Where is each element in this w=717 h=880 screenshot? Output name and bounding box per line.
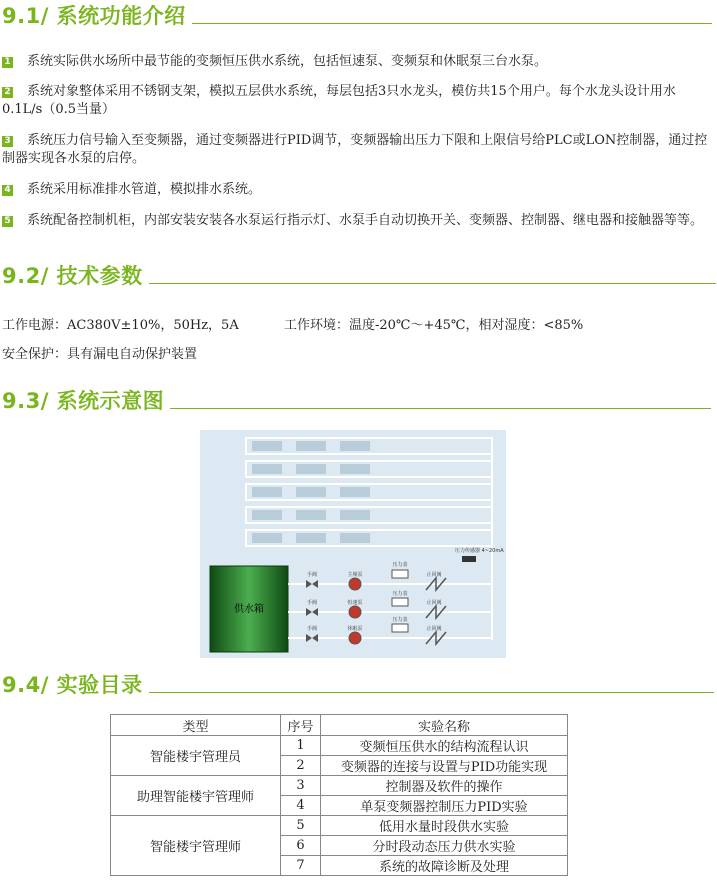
intro-item-5 — [2, 212, 708, 230]
item-text: 系统配备控制机柜，内部安装安装各水泵运行指示灯、水泵手自动切换开关、变频器、控制器、继电器和接触器等等。 — [27, 213, 704, 228]
pump-icon — [349, 578, 361, 590]
number-cell: 3 — [281, 776, 321, 796]
faucet-icon — [296, 533, 326, 543]
section-rule — [170, 408, 711, 409]
item-number: 4 — [2, 185, 13, 196]
item-number: 1 — [2, 57, 13, 68]
name-cell: 低用水量时段供水实验 — [321, 816, 568, 836]
experiment-table — [110, 714, 568, 876]
intro-item-2 — [2, 83, 708, 119]
header-name: 实验名称 — [321, 715, 568, 736]
intro-item-4 — [2, 181, 708, 199]
gauge-icon — [392, 598, 408, 606]
check-valve-label: 止回阀 — [426, 572, 442, 578]
check-valve-label: 止回阀 — [426, 600, 442, 606]
section-heading-diagram — [2, 389, 711, 413]
gauge-label: 压力表 — [392, 562, 408, 568]
pump-label: 主频泵 — [347, 572, 363, 578]
faucet-icon — [252, 533, 282, 543]
check-valve-label: 止回阀 — [426, 626, 442, 632]
faucet-icon — [252, 464, 282, 474]
valve-label: 手阀 — [306, 626, 318, 632]
pump-icon — [349, 606, 361, 618]
faucet-icon — [252, 510, 282, 520]
table-header-row — [111, 715, 568, 736]
valve-label: 手阀 — [306, 572, 318, 578]
section-title: 9.1/ 系统功能介绍 — [2, 4, 186, 28]
intro-item-3 — [2, 132, 708, 168]
name-cell: 分时段动态压力供水实验 — [321, 836, 568, 856]
param-power: 工作电源：AC380V±10%，50Hz，5A — [2, 318, 239, 333]
item-number: 2 — [2, 87, 13, 98]
table-row — [111, 736, 568, 756]
section-title: 9.3/ 系统示意图 — [2, 389, 165, 413]
item-text: 系统实际供水场所中最节能的变频恒压供水系统，包括恒速泵、变频泵和休眠泵三台水泵。 — [27, 54, 548, 69]
intro-item-1 — [2, 53, 708, 71]
gauge-label: 压力表 — [392, 591, 408, 597]
faucet-icon — [340, 533, 370, 543]
faucet-icon — [296, 487, 326, 497]
number-cell: 1 — [281, 736, 321, 756]
item-number: 5 — [2, 216, 13, 227]
section-heading-intro — [2, 4, 712, 28]
item-text: 系统对象整体采用不锈钢支架，模拟五层供水系统，每层包括3只水龙头，模仿共15个用户。每个水龙头设计用水0.1L/s（0.5当量） — [2, 84, 676, 117]
type-cell: 智能楼宇管理师 — [111, 816, 281, 876]
name-cell: 单泵变频器控制压力PID实验 — [321, 796, 568, 816]
faucet-icon — [296, 510, 326, 520]
number-cell: 7 — [281, 856, 321, 876]
item-number: 3 — [2, 136, 13, 147]
section-rule — [149, 283, 716, 284]
number-cell: 6 — [281, 836, 321, 856]
faucet-icon — [340, 510, 370, 520]
header-number: 序号 — [281, 715, 321, 736]
gauge-label: 压力表 — [392, 617, 408, 623]
faucet-icon — [296, 441, 326, 451]
tank-label: 供水箱 — [234, 604, 264, 615]
gauge-icon — [392, 624, 408, 632]
type-cell: 助理智能楼宇管理师 — [111, 776, 281, 816]
item-text: 系统压力信号输入至变频器，通过变频器进行PID调节，变频器输出压力下限和上限信号给PLC或LON控制器，通过控制器实现各水泵的启停。 — [2, 133, 708, 166]
number-cell: 4 — [281, 796, 321, 816]
sensor-icon — [462, 556, 476, 562]
sensor-label: 压力传感器 4~20mA — [455, 548, 504, 554]
section-heading-params — [2, 264, 716, 288]
faucet-icon — [252, 441, 282, 451]
section-rule — [192, 23, 712, 24]
header-type: 类型 — [111, 715, 281, 736]
param-environment: 工作环境：温度-20℃～+45℃，相对湿度：<85% — [284, 318, 584, 333]
table-row — [111, 776, 568, 796]
faucet-icon — [340, 464, 370, 474]
faucet-icon — [340, 441, 370, 451]
section-heading-catalog — [2, 673, 714, 697]
system-diagram — [200, 430, 506, 658]
faucet-icon — [340, 487, 370, 497]
valve-label: 手阀 — [306, 600, 318, 606]
pump-label: 休眠泵 — [347, 626, 363, 632]
pump-icon — [349, 632, 361, 644]
item-text: 系统采用标准排水管道，模拟排水系统。 — [27, 182, 262, 197]
name-cell: 控制器及软件的操作 — [321, 776, 568, 796]
section-rule — [149, 692, 714, 693]
faucet-icon — [252, 487, 282, 497]
type-cell: 智能楼宇管理员 — [111, 736, 281, 776]
param-safety: 安全保护：具有漏电自动保护装置 — [2, 347, 198, 362]
table-row — [111, 816, 568, 836]
gauge-icon — [392, 570, 408, 578]
name-cell: 变频恒压供水的结构流程认识 — [321, 736, 568, 756]
pump-label: 恒速泵 — [347, 600, 363, 606]
name-cell: 系统的故障诊断及处理 — [321, 856, 568, 876]
section-title: 9.2/ 技术参数 — [2, 264, 143, 288]
number-cell: 5 — [281, 816, 321, 836]
number-cell: 2 — [281, 756, 321, 776]
name-cell: 变频器的连接与设置与PID功能实现 — [321, 756, 568, 776]
section-title: 9.4/ 实验目录 — [2, 673, 143, 697]
faucet-icon — [296, 464, 326, 474]
